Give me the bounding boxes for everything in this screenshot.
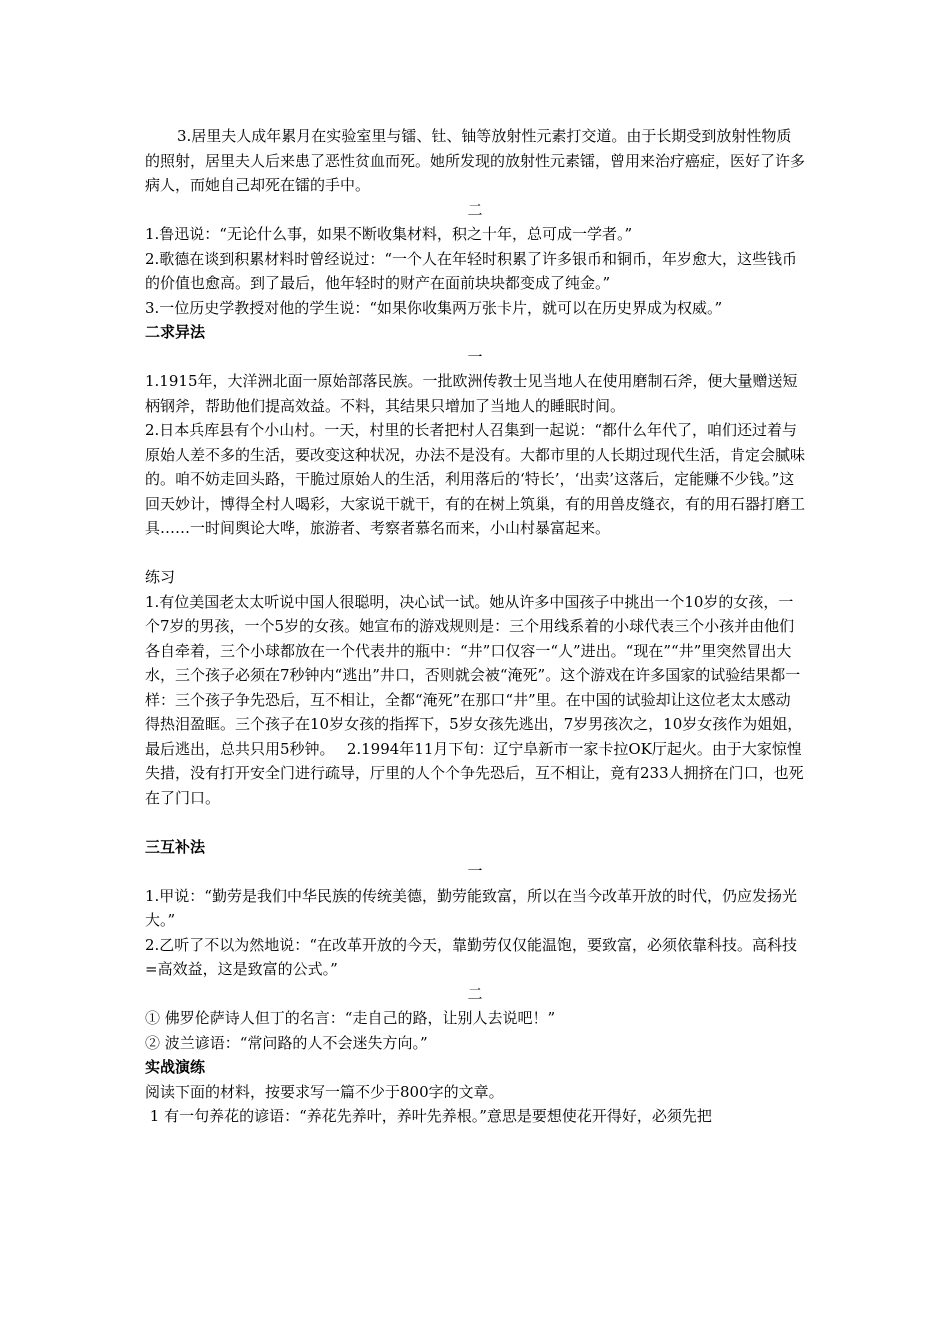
- section-marker-2b: 二: [467, 984, 483, 1003]
- section-marker-1: 一: [467, 347, 483, 366]
- heading-practice-drill: 实战演练: [145, 1058, 206, 1076]
- document-body: [145, 124, 805, 1129]
- quote-polish: ② 波兰谚语：“常问路的人不会迷失方向。”: [145, 1033, 428, 1052]
- blank-line: [145, 810, 805, 835]
- quote-luxun: 1.鲁迅说：“无论什么事，如果不断收集材料，积之十年，总可成一学者。”: [145, 225, 633, 243]
- heading-qiuyi: 二求异法: [145, 323, 206, 341]
- quote-jia: 1.甲说：“勤劳是我们中华民族的传统美德，勤劳能致富，所以在当今改革开放的时代，仍应发扬光大。”: [145, 886, 797, 929]
- instruction-text: 阅读下面的材料，按要求写一篇不少于800字的文章。: [145, 1082, 504, 1101]
- quote-professor: 3.一位历史学教授对他的学生说：“如果你收集两万张卡片，就可以在历史界成为权威。”: [145, 298, 723, 317]
- material-flower: 1 有一句养花的谚语：“养花先养叶，养叶先养根。”意思是要想使花开得好，必须先把: [145, 1107, 712, 1125]
- paragraph-curie: 3.居里夫人成年累月在实验室里与镭、钍、铀等放射性元素打交道。由于长期受到放射性物质的照射，居里夫人后来患了恶性贫血而死。她所发现的放射性元素镭，曾用来治疗癌症，医好了许多病人，而她自己却死在镭的手中。: [145, 127, 806, 194]
- story-oceania: 1.1915年，大洋洲北面一原始部落民族。一批欧洲传教士见当地人在使用磨制石斧，便大量赠送短柄钢斧，帮助他们提高效益。不料，其结果只增加了当地人的睡眠时间。: [145, 372, 798, 415]
- quote-dante: ① 佛罗伦萨诗人但丁的名言：“走自己的路，让别人去说吧！”: [145, 1009, 556, 1027]
- story-hyogo: 2.日本兵库县有个小山村。一天，村里的长者把村人召集到一起说：“都什么年代了，咱们还过着与原始人差不多的生活，要改变这种状况，办法不是没有。大都市里的人长期过现代生活，肯定会腻味的。咱不妨走回头路，干脆过原始人的生活，利用落后的‘特长’，‘出卖’这落后，定能赚不少钱。”这回天妙计，博得全村人喝彩，大家说干就干，有的在树上筑巢，有的用兽皮缝衣，有的用石器打磨工具……一时间舆论大哗，旅游者、考察者慕名而来，小山村暴富起来。: [145, 421, 806, 537]
- label-practice: 练习: [145, 568, 176, 586]
- heading-hubu: 三互补法: [145, 837, 206, 856]
- blank-line: [145, 541, 805, 566]
- section-marker-1b: 一: [467, 862, 483, 880]
- quote-goethe: 2.歌德在谈到积累材料时曾经说过：“一个人在年轻时积累了许多银币和铜币，年岁愈大，这些钱币的价值也愈高。到了最后，他年轻时的财产在面前块块都变成了纯金。”: [145, 249, 797, 292]
- section-marker-2: 二: [467, 200, 483, 219]
- story-practice: 1.有位美国老太太听说中国人很聪明，决心试一试。她从许多中国孩子中挑出一个10岁的女孩，一个7岁的男孩，一个5岁的女孩。她宣布的游戏规则是：三个用线系着的小球代表三个小孩并由他们各自牵着，三个小球都放在一个代表井的瓶中：“井”口仅容一“人”进出。“现在”“井”里突然冒出大水，三个孩子必须在7秒钟内“逃出”井口，否则就会被“淹死”。这个游戏在许多国家的试验结果都一样：三个孩子争先恐后，互不相让，全都“淹死”在那口“井”里。在中国的试验却让这位老太太感动得热泪盈眶。三个孩子在10岁女孩的指挥下，5岁女孩先逃出，7岁男孩次之，10岁女孩作为姐姐，最后逃出，总共只用5秒钟。 2.1994年11月下旬：辽宁阜新市一家卡拉OK厅起火。由于大家惊惶失措，没有打开安全门进行疏导，厅里的人个个争先恐后，互不相让，竟有233人拥挤在门口，也死在了门口。: [145, 592, 804, 807]
- quote-yi: 2.乙听了不以为然地说：“在改革开放的今天，靠勤劳仅仅能温饱，要致富，必须依靠科技。高科技=高效益，这是致富的公式。”: [145, 935, 797, 978]
